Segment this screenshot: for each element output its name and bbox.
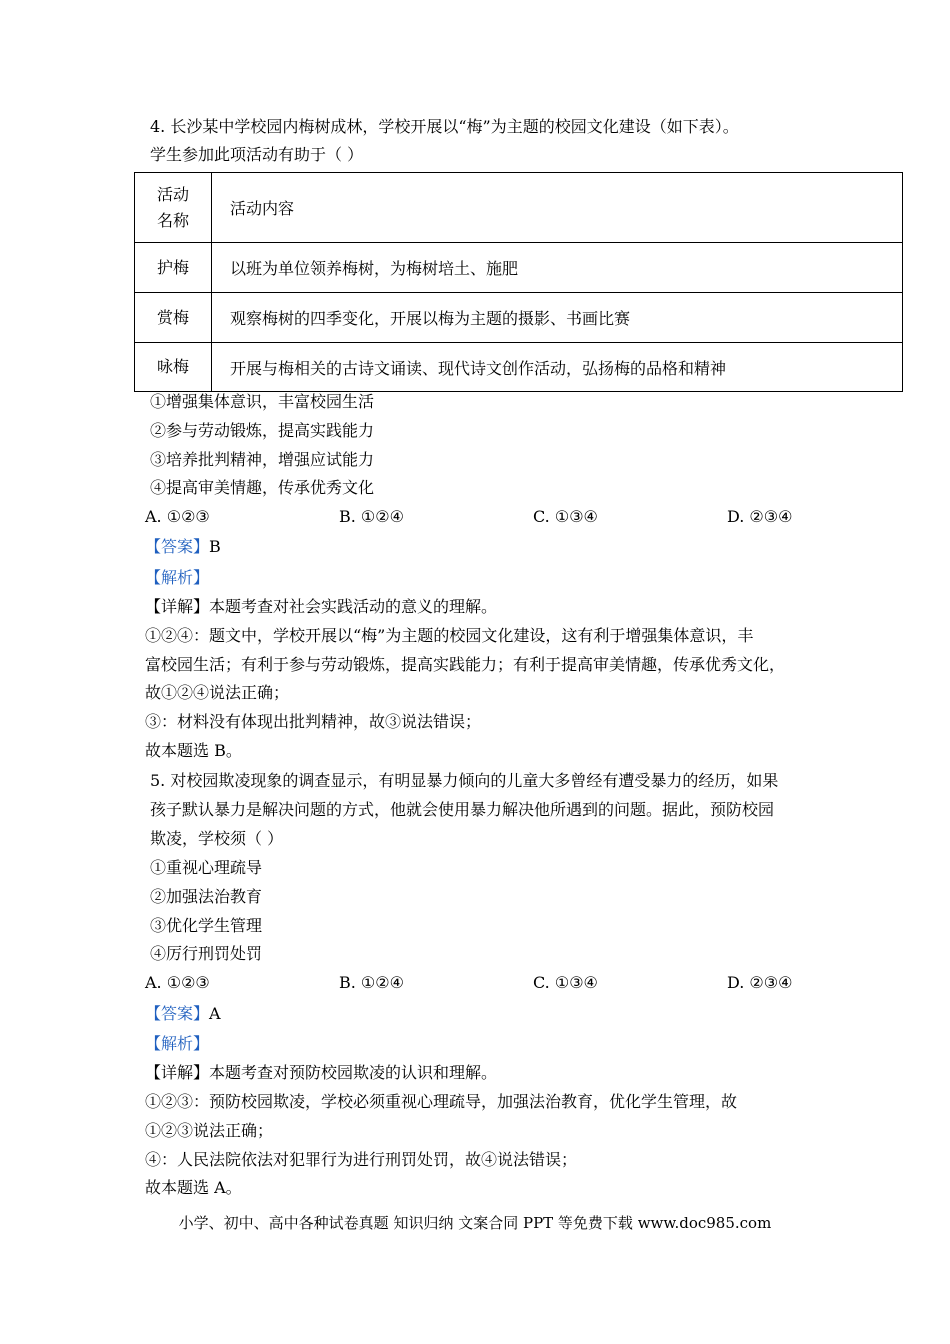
q5-statement-1: ①重视心理疏导 xyxy=(150,858,263,877)
row-name: 护梅 xyxy=(135,243,212,293)
answer-value: A xyxy=(209,1004,221,1023)
q5-stem-line1: 5. 对校园欺凌现象的调查显示，有明显暴力倾向的儿童大多曾经有遭受暴力的经历，如果 xyxy=(150,771,779,790)
table-row xyxy=(135,293,903,343)
q4-answer xyxy=(145,536,221,558)
q4-detail-line2: ①②④：题文中，学校开展以“梅”为主题的校园文化建设，这有利于增强集体意识，丰 xyxy=(145,626,754,645)
q5-detail-line5: 故本题选 A。 xyxy=(145,1178,242,1197)
answer-label: 【答案】 xyxy=(145,537,210,556)
answer-label: 【答案】 xyxy=(145,1004,210,1023)
q5-detail-line3: ①②③说法正确； xyxy=(145,1121,274,1140)
header-activity-content: 活动内容 xyxy=(212,173,903,243)
q5-stem-line2: 孩子默认暴力是解决问题的方式，他就会使用暴力解决他所遇到的问题。据此，预防校园 xyxy=(150,800,775,819)
q5-detail-line2: ①②③：预防校园欺凌，学校必须重视心理疏导，加强法治教育，优化学生管理，故 xyxy=(145,1092,738,1111)
analysis-label: 【解析】 xyxy=(145,568,210,587)
row-name: 咏梅 xyxy=(135,343,212,392)
answer-value: B xyxy=(209,537,221,556)
detail-label: 【详解】 xyxy=(145,1063,210,1082)
detail-text: 本题考查对社会实践活动的意义的理解。 xyxy=(209,597,498,616)
table-row xyxy=(135,243,903,293)
q5-statement-2: ②加强法治教育 xyxy=(150,887,263,906)
q5-option-a: A. ①②③ xyxy=(145,973,210,992)
q4-statement-4: ④提高审美情趣，传承优秀文化 xyxy=(150,478,375,497)
row-content: 观察梅树的四季变化，开展以梅为主题的摄影、书画比赛 xyxy=(212,293,903,343)
detail-label: 【详解】 xyxy=(145,597,210,616)
q4-stem-line2: 学生参加此项活动有助于（ ） xyxy=(150,145,364,164)
q4-detail-line1 xyxy=(145,596,497,618)
q5-statement-3: ③优化学生管理 xyxy=(150,916,263,935)
q4-detail-line5: ③：材料没有体现出批判精神，故③说法错误； xyxy=(145,712,482,731)
q4-detail-line3: 富校园生活；有利于参与劳动锻炼，提高实践能力；有利于提高审美情趣，传承优秀文化， xyxy=(145,655,786,674)
q4-statement-3: ③培养批判精神，增强应试能力 xyxy=(150,450,375,469)
row-content: 以班为单位领养梅树，为梅树培土、施肥 xyxy=(212,243,903,293)
q4-option-c: C. ①③④ xyxy=(533,507,598,526)
detail-text: 本题考查对预防校园欺凌的认识和理解。 xyxy=(209,1063,498,1082)
q4-detail-line6: 故本题选 B。 xyxy=(145,741,242,760)
q4-option-a: A. ①②③ xyxy=(145,507,210,526)
q4-option-b: B. ①②④ xyxy=(339,507,404,526)
q5-option-b: B. ①②④ xyxy=(339,973,404,992)
header-name-line1: 活动 xyxy=(156,184,189,204)
header-name-line2: 名称 xyxy=(156,210,189,230)
q4-statement-2: ②参与劳动锻炼，提高实践能力 xyxy=(150,421,375,440)
q4-stem-line1: 4. 长沙某中学校园内梅树成林，学校开展以“梅”为主题的校园文化建设（如下表）。 xyxy=(150,117,739,136)
header-activity-name xyxy=(135,173,212,243)
activity-table xyxy=(134,172,903,392)
q5-answer xyxy=(145,1003,221,1025)
q5-option-c: C. ①③④ xyxy=(533,973,598,992)
analysis-label: 【解析】 xyxy=(145,1034,210,1053)
q4-statement-1: ①增强集体意识，丰富校园生活 xyxy=(150,392,375,411)
q5-detail-line1 xyxy=(145,1062,497,1084)
row-content: 开展与梅相关的古诗文诵读、现代诗文创作活动，弘扬梅的品格和精神 xyxy=(212,343,903,392)
q4-detail-line4: 故①②④说法正确； xyxy=(145,683,290,702)
q5-option-d: D. ②③④ xyxy=(727,973,793,992)
table-header-row xyxy=(135,173,903,243)
q5-statement-4: ④厉行刑罚处罚 xyxy=(150,944,263,963)
row-name: 赏梅 xyxy=(135,293,212,343)
q5-detail-line4: ④：人民法院依法对犯罪行为进行刑罚处罚，故④说法错误； xyxy=(145,1150,578,1169)
q4-option-d: D. ②③④ xyxy=(727,507,793,526)
page-footer: 小学、初中、高中各种试卷真题 知识归纳 文案合同 PPT 等免费下载 www.doc985.com xyxy=(178,1214,772,1232)
q5-analysis xyxy=(145,1033,209,1055)
table-row xyxy=(135,343,903,392)
q5-stem-line3: 欺凌，学校须（ ） xyxy=(150,829,284,848)
q4-analysis xyxy=(145,567,209,589)
